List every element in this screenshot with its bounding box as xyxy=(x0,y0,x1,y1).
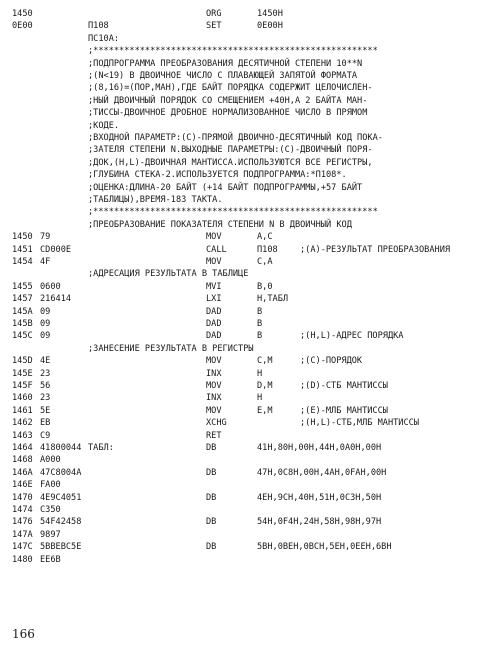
listing-line xyxy=(0,122,499,134)
line-comment: ;(H,L)-СТБ,МЛБ МАНТИССЫ xyxy=(300,418,419,429)
line-operand: H,ТАБЛ xyxy=(257,294,289,305)
line-comment-text: ;******************************************************* xyxy=(88,46,378,57)
line-mnemonic: RET xyxy=(206,430,222,441)
line-mnemonic: MOV xyxy=(206,257,222,267)
listing-line xyxy=(0,382,499,394)
line-mnemonic: MOV xyxy=(206,232,222,243)
line-label: ТАБЛ: xyxy=(88,443,114,453)
line-mnemonic: DB xyxy=(206,517,217,528)
listing-line xyxy=(0,295,499,307)
line-comment-text: ;******************************************************* xyxy=(88,207,378,218)
line-comment: ;(E)-МЛБ МАНТИССЫ xyxy=(300,405,388,416)
line-mnemonic: DB xyxy=(206,492,217,503)
listing-line xyxy=(0,97,499,109)
line-machine-code: EE6B xyxy=(40,554,61,565)
line-comment-text: ;ЗАТЕЛЯ СТЕПЕНИ N.ВЫХОДНЫЕ ПАРАМЕТРЫ:(С)-ДВОИЧНЫЙ ПОРЯ- xyxy=(88,145,373,156)
listing-line xyxy=(0,184,499,196)
line-machine-code: 56 xyxy=(40,381,51,391)
listing-line xyxy=(0,556,499,568)
line-mnemonic: CALL xyxy=(206,244,227,255)
line-machine-code: C350 xyxy=(40,505,61,515)
line-operand: 41H,80H,00H,44H,0A0H,00H xyxy=(257,443,382,453)
listing-line xyxy=(0,258,499,270)
line-operand: 0E00H xyxy=(257,21,283,32)
line-comment-text: ;ОЦЕНКА:ДЛИНА-20 БАЙТ (+14 БАЙТ ПОДПРОГРАММЫ,+57 БАЙТ xyxy=(88,182,363,193)
listing-line xyxy=(0,469,499,481)
line-mnemonic: MOV xyxy=(206,405,222,416)
line-operand: B xyxy=(257,319,263,329)
line-operand: 54H,0F4H,24H,58H,98H,97H xyxy=(257,517,382,528)
line-mnemonic: SET xyxy=(206,21,222,32)
listing-line xyxy=(0,47,499,59)
line-comment-text: ;ТАБЛИЦЫ),ВРЕМЯ-183 ТАКТА. xyxy=(88,195,223,205)
line-comment-text: ;ДОК,(H,L)-ДВОИЧНАЯ МАНТИССА.ИСПОЛЬЗУЮТСЯ ВСЕ РЕГИСТРЫ, xyxy=(88,157,373,168)
line-mnemonic: MVI xyxy=(206,281,222,292)
line-machine-code: FA00 xyxy=(40,480,61,491)
line-address: 1460 xyxy=(12,393,33,404)
line-address: 1464 xyxy=(12,443,33,453)
line-machine-code: 5E xyxy=(40,405,51,416)
line-label: ПС10А: xyxy=(88,33,120,44)
line-operand: 5BH,0BEH,0BCH,5EH,0EEH,6BH xyxy=(257,542,392,553)
line-comment: ;(A)-РЕЗУЛЬТАТ ПРЕОБРАЗОВАНИЯ xyxy=(300,244,451,255)
line-comment-text: ;(N<19) В ДВОИЧНОЕ ЧИСЛО С ПЛАВАЮЩЕЙ ЗАПЯТОЙ ФОРМАТА xyxy=(88,71,358,81)
line-machine-code: 54F42458 xyxy=(40,517,82,528)
line-machine-code: 5BBEBC5E xyxy=(40,542,82,553)
line-address: 1462 xyxy=(12,418,33,429)
line-operand: H xyxy=(257,393,263,404)
listing-line xyxy=(0,246,499,258)
listing-line xyxy=(0,208,499,220)
line-comment-text: ;ТИССЫ-ДВОИЧНОЕ ДРОБНОЕ НОРМАЛИЗОВАННОЕ ЧИСЛО В ПРЯМОМ xyxy=(88,108,368,119)
listing-line xyxy=(0,407,499,419)
line-mnemonic: MOV xyxy=(206,381,222,391)
line-mnemonic: LXI xyxy=(206,294,222,305)
listing-line xyxy=(0,543,499,555)
line-operand: C,A xyxy=(257,257,273,267)
listing-line xyxy=(0,456,499,468)
line-operand: 1450H xyxy=(257,9,283,19)
line-operand: A,C xyxy=(257,232,273,243)
line-mnemonic: XCHG xyxy=(206,418,227,429)
line-comment-text: ;АДРЕСАЦИЯ РЕЗУЛЬТАТА В ТАБЛИЦЕ xyxy=(88,269,249,280)
line-label: П108 xyxy=(88,21,109,32)
line-operand: E,M xyxy=(257,405,273,416)
line-machine-code: 09 xyxy=(40,331,51,342)
line-address: 1450 xyxy=(12,9,33,19)
listing-line xyxy=(0,221,499,233)
line-address: 147C xyxy=(12,542,33,553)
line-operand: D,M xyxy=(257,381,273,391)
line-mnemonic: DAD xyxy=(206,319,222,329)
line-address: 1451 xyxy=(12,244,33,255)
line-machine-code: 09 xyxy=(40,306,51,317)
line-mnemonic: DAD xyxy=(206,306,222,317)
line-mnemonic: INX xyxy=(206,393,222,404)
line-machine-code: 23 xyxy=(40,393,51,404)
line-address: 0E00 xyxy=(12,21,33,32)
listing-line xyxy=(0,506,499,518)
listing-line xyxy=(0,233,499,245)
listing-line xyxy=(0,518,499,530)
listing-line xyxy=(0,171,499,183)
line-address: 145A xyxy=(12,306,33,317)
line-address: 1450 xyxy=(12,232,33,243)
listing-line xyxy=(0,283,499,295)
line-mnemonic: MOV xyxy=(206,356,222,367)
line-address: 1470 xyxy=(12,492,33,503)
line-mnemonic: DB xyxy=(206,542,217,553)
line-address: 145D xyxy=(12,356,33,367)
line-address: 1463 xyxy=(12,430,33,441)
listing-line xyxy=(0,370,499,382)
listing-line xyxy=(0,159,499,171)
line-mnemonic: DB xyxy=(206,467,217,478)
listing-line xyxy=(0,357,499,369)
listing-line xyxy=(0,308,499,320)
line-comment-text: ;ЗАНЕСЕНИЕ РЕЗУЛЬТАТА В РЕГИСТРЫ xyxy=(88,343,254,354)
line-comment: ;(С)-ПОРЯДОК xyxy=(300,356,363,367)
page-number: 166 xyxy=(12,627,35,641)
line-operand: C,M xyxy=(257,356,273,367)
listing-line xyxy=(0,35,499,47)
listing-line xyxy=(0,332,499,344)
line-machine-code: 4E9C4051 xyxy=(40,492,82,503)
line-comment-text: ;КОДЕ. xyxy=(88,120,120,131)
listing-line xyxy=(0,345,499,357)
line-address: 145B xyxy=(12,319,33,329)
line-mnemonic: INX xyxy=(206,368,222,379)
line-address: 1480 xyxy=(12,554,33,565)
listing-line xyxy=(0,84,499,96)
line-machine-code: 0600 xyxy=(40,281,61,292)
line-address: 1474 xyxy=(12,505,33,515)
line-address: 145C xyxy=(12,331,33,342)
line-comment-text: ;(8,16)=(ПОР,МАН),ГДЕ БАЙТ ПОРЯДКА СОДЕРЖИТ ЦЕЛОЧИСЛЕН- xyxy=(88,83,373,94)
line-machine-code: 47C8004A xyxy=(40,467,82,478)
line-comment-text: ;ГЛУБИНА СТЕКА-2.ИСПОЛЬЗУЕТСЯ ПОДПРОГРАММА:*П108*. xyxy=(88,170,347,181)
listing-line xyxy=(0,419,499,431)
listing-line xyxy=(0,146,499,158)
listing-line xyxy=(0,196,499,208)
line-comment-text: ;ПРЕОБРАЗОВАНИЕ ПОКАЗАТЕЛЯ СТЕПЕНИ N В ДВОИЧНЫЙ КОД xyxy=(88,219,352,230)
line-address: 1455 xyxy=(12,281,33,292)
line-comment: ;(H,L)-АДРЕС ПОРЯДКА xyxy=(300,331,404,342)
listing-line xyxy=(0,494,499,506)
listing-line xyxy=(0,320,499,332)
listing-line xyxy=(0,270,499,282)
listing-line xyxy=(0,444,499,456)
line-address: 1457 xyxy=(12,294,33,305)
line-address: 145E xyxy=(12,368,33,379)
line-machine-code: CD000E xyxy=(40,244,72,255)
line-operand: П108 xyxy=(257,244,278,255)
line-mnemonic: DAD xyxy=(206,331,222,342)
line-machine-code: 41800044 xyxy=(40,443,82,453)
listing-line xyxy=(0,109,499,121)
line-machine-code: C9 xyxy=(40,430,51,441)
line-machine-code: A000 xyxy=(40,455,61,466)
line-machine-code: 23 xyxy=(40,368,51,379)
line-operand: H xyxy=(257,368,263,379)
line-address: 146A xyxy=(12,467,33,478)
line-machine-code: EB xyxy=(40,418,51,429)
line-machine-code: 9897 xyxy=(40,529,61,540)
listing-line xyxy=(0,394,499,406)
line-operand: B xyxy=(257,306,263,317)
line-mnemonic: ORG xyxy=(206,9,222,19)
line-address: 1461 xyxy=(12,405,33,416)
listing-line xyxy=(0,60,499,72)
line-operand: B,0 xyxy=(257,281,273,292)
line-comment-text: ;ВХОДНОЙ ПАРАМЕТР:(С)-ПРЯМОЙ ДВОИЧНО-ДЕСЯТИЧНЫЙ КОД ПОКА- xyxy=(88,133,383,143)
line-machine-code: 4F xyxy=(40,257,51,267)
line-comment-text: ;НЫЙ ДВОИЧНЫЙ ПОРЯДОК СО СМЕЩЕНИЕМ +40Н,А 2 БАЙТА МАН- xyxy=(88,95,368,106)
line-address: 145F xyxy=(12,381,33,391)
line-address: 147A xyxy=(12,529,33,540)
line-machine-code: 09 xyxy=(40,319,51,329)
line-comment: ;(D)-СТБ МАНТИССЫ xyxy=(300,381,388,391)
line-operand: 47H,0C8H,00H,4AH,0FAH,00H xyxy=(257,467,387,478)
line-operand: 4EH,9CH,40H,51H,0C3H,50H xyxy=(257,492,382,503)
line-machine-code: 79 xyxy=(40,232,51,243)
line-operand: B xyxy=(257,331,263,342)
listing-line xyxy=(0,531,499,543)
line-address: 146E xyxy=(12,480,33,491)
line-comment-text: ;ПОДПРОГРАММА ПРЕОБРАЗОВАНИЯ ДЕСЯТИЧНОЙ СТЕПЕНИ 10**N xyxy=(88,58,363,69)
line-machine-code: 216414 xyxy=(40,294,72,305)
line-address: 1476 xyxy=(12,517,33,528)
line-address: 1468 xyxy=(12,455,33,466)
line-address: 1454 xyxy=(12,257,33,267)
listing-line xyxy=(0,432,499,444)
line-mnemonic: DB xyxy=(206,443,217,453)
listing-line xyxy=(0,481,499,493)
listing-line xyxy=(0,10,499,22)
line-machine-code: 4E xyxy=(40,356,51,367)
listing-line xyxy=(0,22,499,34)
